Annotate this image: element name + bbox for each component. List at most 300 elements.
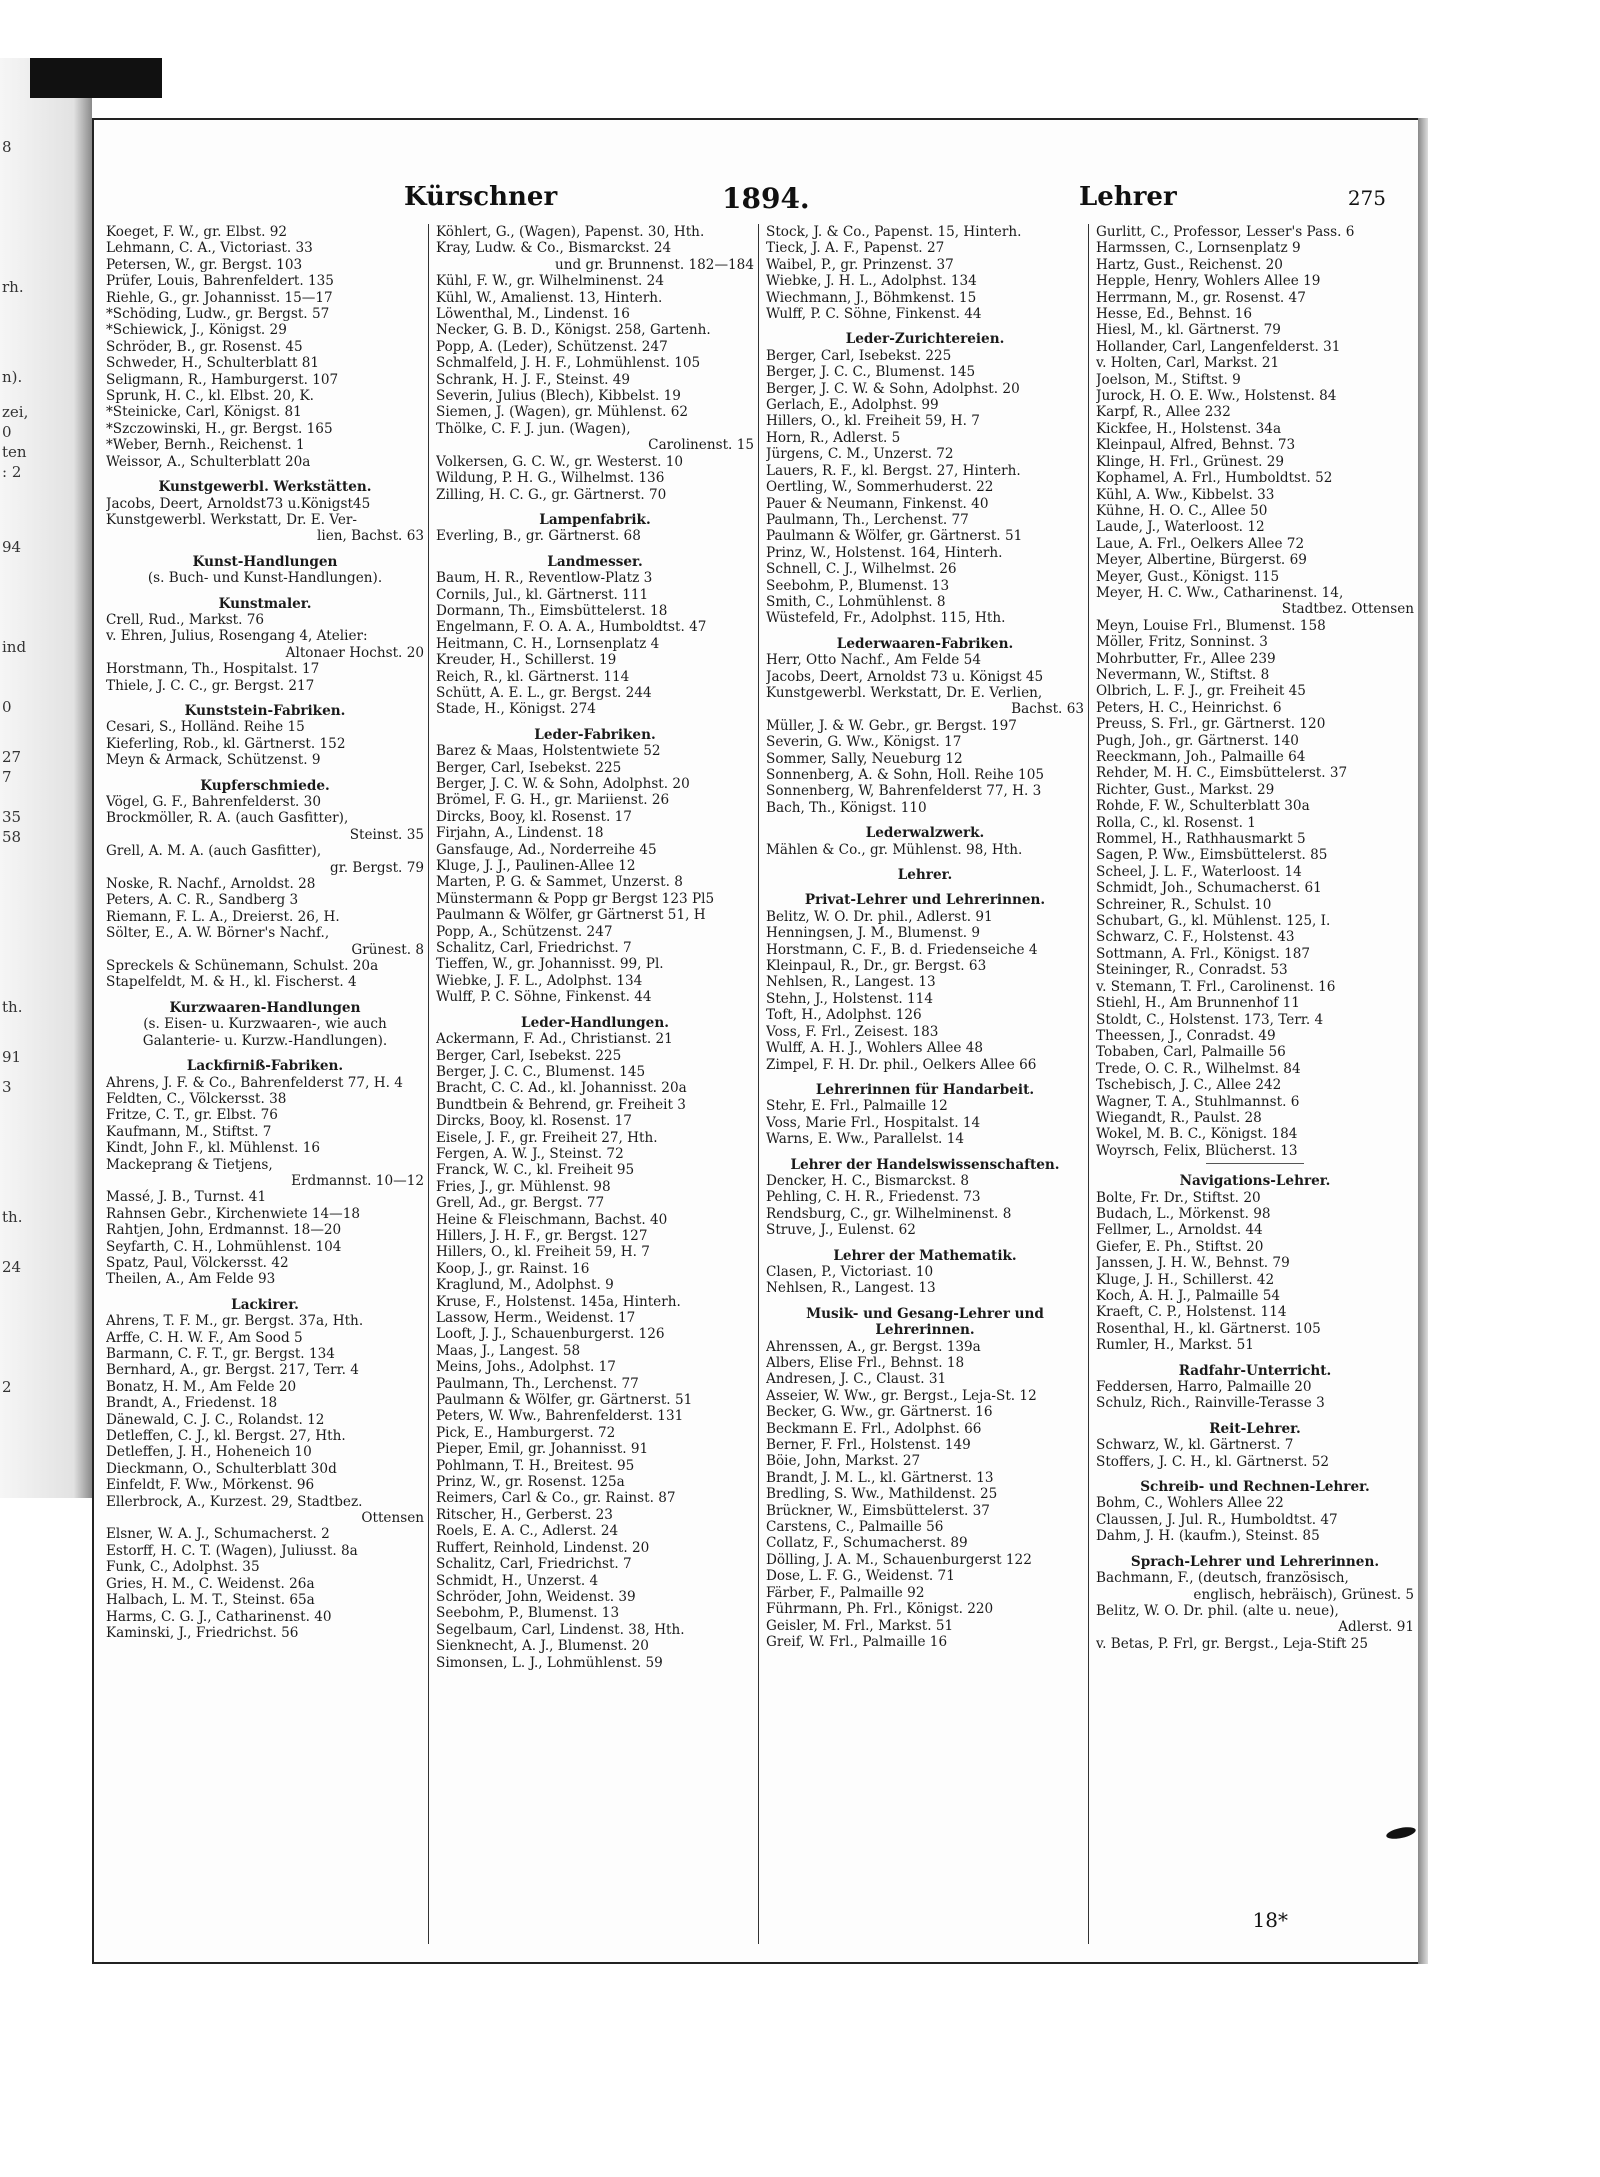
- entry-continuation: Carolinenst. 15: [648, 437, 754, 454]
- directory-entry: Toft, H., Adolphst. 126: [766, 1007, 922, 1024]
- directory-entry: Böie, John, Markst. 27: [766, 1453, 921, 1470]
- directory-entry: Schröder, John, Weidenst. 39: [436, 1588, 636, 1605]
- directory-entry: Detleffen, C. J., kl. Bergst. 27, Hth.: [106, 1428, 346, 1445]
- directory-entry: Wiebke, J. H. L., Adolphst. 134: [766, 273, 977, 290]
- section-heading: Landmesser.: [547, 553, 643, 570]
- directory-entry: Kieferling, Rob., kl. Gärtnerst. 152: [106, 735, 346, 752]
- directory-entry: Thölke, C. F. J. jun. (Wagen),: [436, 420, 631, 437]
- directory-entry: Kühne, H. O. C., Allee 50: [1096, 502, 1268, 519]
- adjacent-page-edge: [0, 58, 92, 1498]
- directory-entry: Reimers, Carl & Co., gr. Rainst. 87: [436, 1490, 676, 1507]
- directory-entry: Dänewald, C. J. C., Rolandst. 12: [106, 1411, 325, 1428]
- directory-entry: Kindt, John F., kl. Mühlenst. 16: [106, 1140, 320, 1157]
- directory-entry: Tobaben, Carl, Palmaille 56: [1096, 1044, 1286, 1061]
- directory-entry: Bundtbein & Behrend, gr. Freiheit 3: [436, 1096, 686, 1113]
- directory-entry: Cornils, Jul., kl. Gärtnerst. 111: [436, 586, 649, 603]
- directory-entry: Ellerbrock, A., Kurzest. 29, Stadtbez.: [106, 1493, 363, 1510]
- section-heading: Lehrer der Mathematik.: [833, 1247, 1017, 1264]
- directory-entry: Rumler, H., Markst. 51: [1096, 1337, 1254, 1354]
- section-heading: Kurzwaaren-Handlungen: [169, 999, 361, 1016]
- directory-entry: Theilen, A., Am Felde 93: [106, 1271, 276, 1288]
- directory-entry: Lehmann, C. A., Victoriast. 33: [106, 240, 313, 257]
- section-heading: Leder-Handlungen.: [521, 1014, 669, 1031]
- directory-entry: *Szczowinski, H., gr. Bergst. 165: [106, 420, 333, 437]
- directory-entry: Stiehl, H., Am Brunnenhof 11: [1096, 995, 1300, 1012]
- margin-fragment: : 2: [2, 463, 22, 481]
- directory-entry: Einfeldt, F. Ww., Mörkenst. 96: [106, 1477, 315, 1494]
- directory-entry: Stoldt, C., Holstenst. 173, Terr. 4: [1096, 1011, 1324, 1028]
- directory-entry: Gerlach, E., Adolphst. 99: [766, 397, 939, 414]
- directory-page: [92, 118, 1420, 1964]
- directory-entry: Eisele, J. F., gr. Freiheit 27, Hth.: [436, 1129, 658, 1146]
- directory-entry: Marten, P. G. & Sammet, Unzerst. 8: [436, 874, 683, 891]
- margin-fragment: 58: [2, 828, 22, 846]
- directory-entry: Hartz, Gust., Reichenst. 20: [1096, 256, 1283, 273]
- directory-entry: v. Stemann, T. Frl., Carolinenst. 16: [1096, 978, 1336, 995]
- directory-entry: Feldten, C., Völckersst. 38: [106, 1090, 287, 1107]
- directory-entry: Fritze, C. T., gr. Elbst. 76: [106, 1107, 278, 1124]
- directory-entry: Wildung, P. H. G., Wilhelmst. 136: [436, 470, 665, 487]
- directory-entry: Schweder, H., Schulterblatt 81: [106, 355, 320, 372]
- entry-continuation: Ottensen: [361, 1510, 424, 1527]
- directory-entry: Grell, A. M. A. (auch Gasfitter),: [106, 843, 322, 860]
- directory-entry: Paulmann, Th., Lerchenst. 77: [766, 511, 969, 528]
- directory-entry: Gansfauge, Ad., Norderreihe 45: [436, 841, 657, 858]
- directory-entry: Schalitz, Carl, Friedrichst. 7: [436, 940, 632, 957]
- margin-fragment: rh.: [2, 278, 24, 296]
- directory-entry: Schreiner, R., Schulst. 10: [1096, 896, 1272, 913]
- directory-entry: Andresen, J. C., Claust. 31: [766, 1371, 947, 1388]
- directory-entry: Oertling, W., Sommerhuderst. 22: [766, 479, 994, 496]
- directory-entry: Hiesl, M., kl. Gärtnerst. 79: [1096, 322, 1281, 339]
- column-divider: [758, 224, 759, 1944]
- directory-entry: Spreckels & Schünemann, Schulst. 20a: [106, 958, 379, 975]
- directory-entry: Bonatz, H. M., Am Felde 20: [106, 1378, 297, 1395]
- section-heading: Privat-Lehrer und Lehrerinnen.: [804, 892, 1046, 909]
- directory-entry: Grell, Ad., gr. Bergst. 77: [436, 1195, 605, 1212]
- directory-entry: Schütt, A. E. L., gr. Bergst. 244: [436, 684, 652, 701]
- entry-continuation: Altonaer Hochst. 20: [285, 644, 424, 661]
- directory-entry: Ritscher, H., Gerberst. 23: [436, 1506, 613, 1523]
- directory-entry: Pick, E., Hamburgerst. 72: [436, 1424, 616, 1441]
- directory-entry: Dölling, J. A. M., Schauenburgerst 122: [766, 1551, 1032, 1568]
- directory-entry: Gries, H. M., C. Weidenst. 26a: [106, 1575, 315, 1592]
- directory-entry: Nehlsen, R., Langest. 13: [766, 974, 936, 991]
- directory-entry: Seligmann, R., Hamburgerst. 107: [106, 371, 339, 388]
- directory-entry: Barmann, C. F. T., gr. Bergst. 134: [106, 1346, 335, 1362]
- directory-entry: Ahrenssen, A., gr. Bergst. 139a: [766, 1338, 981, 1355]
- directory-entry: Meyer, H. C. Ww., Catharinenst. 14,: [1096, 584, 1344, 601]
- directory-entry: Stapelfeldt, M. & H., kl. Fischerst. 4: [106, 974, 357, 991]
- directory-entry: Barez & Maas, Holstentwiete 52: [436, 743, 661, 760]
- entry-continuation: englisch, hebräisch), Grünest. 5: [1193, 1586, 1414, 1603]
- printer-signature-mark: 18*: [1252, 1908, 1288, 1932]
- directory-entry: Noske, R. Nachf., Arnoldst. 28: [106, 876, 316, 893]
- directory-entry: Peters, W. Ww., Bahrenfelderst. 131: [436, 1408, 684, 1425]
- directory-entry: Firjahn, A., Lindenst. 18: [436, 825, 604, 842]
- entry-continuation: gr. Bergst. 79: [330, 859, 424, 876]
- directory-entry: Janssen, J. H. W., Behnst. 79: [1096, 1255, 1290, 1272]
- directory-entry: Kruse, F., Holstenst. 145a, Hinterh.: [436, 1293, 681, 1310]
- directory-entry: Olbrich, L. F. J., gr. Freiheit 45: [1096, 683, 1306, 700]
- directory-entry: Kunstgewerbl. Werkstatt, Dr. E. Verlien,: [766, 684, 1043, 701]
- directory-entry: Möller, Fritz, Sonninst. 3: [1096, 634, 1268, 651]
- directory-entry: Lassow, Herm., Weidenst. 17: [436, 1310, 636, 1326]
- directory-entry: Stehr, E. Frl., Palmaille 12: [766, 1098, 948, 1115]
- section-heading: Lackfirniß-Fabriken.: [186, 1058, 344, 1075]
- directory-entry: Smith, C., Lohmühlenst. 8: [766, 593, 946, 610]
- directory-entry: Herr, Otto Nachf., Am Felde 54: [766, 652, 981, 669]
- directory-entry: Funk, C., Adolphst. 35: [106, 1559, 260, 1576]
- directory-entry: *Weber, Bernh., Reichenst. 1: [106, 437, 305, 454]
- cross-reference-note: (s. Buch- und Kunst-Handlungen).: [147, 570, 383, 587]
- directory-entry: Wokel, M. B. C., Königst. 184: [1096, 1126, 1298, 1143]
- directory-entry: Popp, A. (Leder), Schützenst. 247: [436, 338, 668, 355]
- directory-entry: Hillers, J. H. F., gr. Bergst. 127: [436, 1227, 648, 1244]
- directory-entry: Heine & Fleischmann, Bachst. 40: [436, 1211, 668, 1228]
- directory-entry: Berger, Carl, Isebekst. 225: [766, 347, 952, 364]
- directory-entry: Kickfee, H., Holstenst. 34a: [1096, 420, 1282, 437]
- directory-entry: Schulz, Rich., Rainville-Terasse 3: [1096, 1395, 1325, 1412]
- directory-entry: Horstmann, Th., Hospitalst. 17: [106, 661, 320, 678]
- directory-entry: Rolla, C., kl. Rosenst. 1: [1096, 814, 1256, 831]
- directory-entry: Kraglund, M., Adolphst. 9: [436, 1277, 614, 1294]
- directory-entry: Elsner, W. A. J., Schumacherst. 2: [106, 1526, 330, 1543]
- directory-entry: Ackermann, F. Ad., Christianst. 21: [436, 1031, 673, 1048]
- directory-entry: Kophamel, A. Frl., Humboldtst. 52: [1096, 470, 1333, 487]
- directory-entry: Berger, Carl, Isebekst. 225: [436, 759, 622, 776]
- directory-entry: Giefer, E. Ph., Stiftst. 20: [1096, 1238, 1264, 1255]
- directory-entry: Hollander, Carl, Langenfelderst. 31: [1096, 338, 1341, 355]
- directory-entry: Paulmann & Wölfer, gr Gärtnerst 51, H: [436, 907, 706, 924]
- directory-entry: Harms, C. G. J., Catharinenst. 40: [106, 1608, 332, 1625]
- directory-entry: Severin, G. Ww., Königst. 17: [766, 734, 962, 751]
- directory-entry: Pehling, C. H. R., Friedenst. 73: [766, 1189, 981, 1206]
- directory-entry: Jürgens, C. M., Unzerst. 72: [766, 446, 954, 463]
- directory-entry: Pauer & Neumann, Finkenst. 40: [766, 495, 989, 512]
- directory-entry: Dose, L. F. G., Weidenst. 71: [766, 1568, 955, 1585]
- column-2: [436, 224, 754, 1671]
- directory-entry: Wiegandt, R., Paulst. 28: [1096, 1109, 1262, 1126]
- margin-fragment: 91: [2, 1048, 22, 1066]
- directory-entry: Kleinpaul, R., Dr., gr. Bergst. 63: [766, 958, 987, 975]
- directory-entry: v. Ehren, Julius, Rosengang 4, Atelier:: [106, 628, 368, 645]
- entry-continuation: Adlerst. 91: [1338, 1619, 1414, 1636]
- directory-entry: Sonnenberg, W, Bahrenfelderst 77, H. 3: [766, 783, 1042, 800]
- directory-entry: Clasen, P., Victoriast. 10: [766, 1263, 934, 1280]
- directory-entry: Kreuder, H., Schillerst. 19: [436, 652, 617, 669]
- entry-continuation: und gr. Brunnenst. 182—184: [554, 256, 754, 273]
- directory-entry: Fergen, A. W. J., Steinst. 72: [436, 1145, 624, 1162]
- directory-entry: Schnell, C. J., Wilhelmst. 26: [766, 561, 957, 578]
- directory-entry: Sonnenberg, A. & Sohn, Holl. Reihe 105: [766, 767, 1044, 783]
- directory-entry: Berger, J. C. W. & Sohn, Adolphst. 20: [766, 380, 1020, 397]
- directory-entry: Trede, O. C. R., Wilhelmst. 84: [1096, 1060, 1301, 1077]
- directory-entry: Koch, A. H. J., Palmaille 54: [1096, 1288, 1280, 1304]
- directory-entry: Bredling, S. Ww., Mathildenst. 25: [766, 1486, 998, 1503]
- section-heading: Lehrer.: [897, 867, 953, 884]
- directory-entry: Voss, F. Frl., Zeisest. 183: [766, 1023, 939, 1040]
- directory-entry: Rosenthal, H., kl. Gärtnerst. 105: [1096, 1320, 1321, 1337]
- section-heading: Lehrerinnen für Handarbeit.: [815, 1081, 1035, 1098]
- margin-fragment: 94: [2, 538, 22, 556]
- directory-entry: Waibel, P., gr. Prinzenst. 37: [766, 256, 954, 273]
- section-heading: Lederwaaren-Fabriken.: [836, 635, 1014, 652]
- directory-entry: Carstens, C., Palmaille 56: [766, 1519, 944, 1536]
- directory-entry: Joelson, M., Stiftst. 9: [1096, 371, 1241, 388]
- page-shadow: [1418, 118, 1428, 1964]
- directory-entry: Sommer, Sally, Neueburg 12: [766, 750, 963, 767]
- directory-entry: Spatz, Paul, Völckersst. 42: [106, 1254, 289, 1271]
- directory-entry: Necker, G. B. D., Königst. 258, Gartenh.: [436, 322, 711, 339]
- directory-entry: Führmann, Ph. Frl., Königst. 220: [766, 1601, 994, 1618]
- directory-entry: Laue, A. Frl., Oelkers Allee 72: [1096, 535, 1305, 552]
- directory-entry: Prinz, W., gr. Rosenst. 125a: [436, 1474, 625, 1491]
- margin-fragment: 24: [2, 1258, 22, 1276]
- directory-entry: Ahrens, T. F. M., gr. Bergst. 37a, Hth.: [106, 1313, 364, 1330]
- directory-entry: Kühl, F. W., gr. Wilhelminenst. 24: [436, 273, 664, 290]
- directory-entry: Paulmann, Th., Lerchenst. 77: [436, 1375, 639, 1392]
- directory-entry: Wagner, T. A., Stuhlmannst. 6: [1096, 1093, 1300, 1110]
- directory-entry: v. Holten, Carl, Markst. 21: [1096, 355, 1280, 372]
- directory-entry: Fries, J., gr. Mühlenst. 98: [436, 1178, 611, 1195]
- entry-continuation: lien, Bachst. 63: [317, 528, 424, 545]
- directory-entry: Nehlsen, R., Langest. 13: [766, 1280, 936, 1297]
- directory-entry: Fellmer, L., Arnoldst. 44: [1096, 1222, 1263, 1239]
- directory-entry: Ahrens, J. F. & Co., Bahrenfelderst 77, H. 4: [106, 1074, 403, 1091]
- directory-entry: Färber, F., Palmaille 92: [766, 1584, 925, 1601]
- directory-entry: Belitz, W. O. Dr. phil. (alte u. neue),: [1096, 1602, 1339, 1619]
- directory-entry: Kühl, A. Ww., Kibbelst. 33: [1096, 486, 1275, 503]
- directory-entry: Volkersen, G. C. W., gr. Westerst. 10: [436, 453, 684, 470]
- directory-entry: Kraeft, C. P., Holstenst. 114: [1096, 1304, 1287, 1321]
- directory-entry: Weissor, A., Schulterblatt 20a: [106, 453, 311, 470]
- section-heading: Kunst-Handlungen: [192, 553, 338, 570]
- directory-entry: Schröder, B., gr. Rosenst. 45: [106, 338, 303, 355]
- directory-entry: Brömel, F. G. H., gr. Mariienst. 26: [436, 792, 670, 809]
- directory-entry: Cesari, S., Holländ. Reihe 15: [106, 719, 305, 736]
- directory-entry: Tschebisch, J. C., Allee 242: [1096, 1077, 1282, 1094]
- directory-entry: Berger, J. C. W. & Sohn, Adolphst. 20: [436, 776, 690, 792]
- directory-entry: Koeget, F. W., gr. Elbst. 92: [106, 224, 288, 240]
- directory-entry: Wulff, P. C. Söhne, Finkenst. 44: [436, 989, 652, 1006]
- directory-entry: Pieper, Emil, gr. Johannisst. 91: [436, 1441, 649, 1458]
- directory-entry: Bohm, C., Wohlers Allee 22: [1096, 1495, 1284, 1512]
- section-heading: Leder-Fabriken.: [534, 726, 656, 743]
- directory-entry: Rahtjen, John, Erdmannst. 18—20: [106, 1222, 342, 1239]
- section-heading: Schreib- und Rechnen-Lehrer.: [1140, 1479, 1370, 1496]
- directory-entry: Budach, L., Mörkenst. 98: [1096, 1205, 1271, 1222]
- section-rule: [1206, 1163, 1304, 1164]
- directory-entry: Estorff, H. C. T. (Wagen), Juliusst. 8a: [106, 1542, 358, 1559]
- directory-entry: Gurlitt, C., Professor, Lesser's Pass. 6: [1096, 224, 1355, 240]
- directory-entry: Prinz, W., Holstenst. 164, Hinterh.: [766, 544, 1003, 561]
- directory-entry: Laude, J., Waterloost. 12: [1096, 519, 1265, 536]
- margin-fragment: th.: [2, 1208, 23, 1226]
- column-divider: [428, 224, 429, 1944]
- directory-entry: Koop, J., gr. Rainst. 16: [436, 1260, 590, 1277]
- directory-entry: Dormann, Th., Eimsbüttelerst. 18: [436, 602, 668, 619]
- directory-entry: Hesse, Ed., Behnst. 16: [1096, 306, 1253, 323]
- directory-entry: Stade, H., Königst. 274: [436, 701, 596, 718]
- cross-reference-note: Galanterie- u. Kurzw.-Handlungen).: [142, 1032, 388, 1049]
- directory-entry: Looft, J. J., Schauenburgerst. 126: [436, 1326, 665, 1343]
- margin-fragment: zei,: [2, 403, 29, 421]
- directory-entry: Preuss, S. Frl., gr. Gärtnerst. 120: [1096, 716, 1326, 733]
- directory-entry: Kluge, J. J., Paulinen-Allee 12: [436, 858, 636, 875]
- column-divider: [1088, 224, 1089, 1944]
- margin-fragment: 7: [2, 768, 12, 786]
- directory-entry: Rahnsen Gebr., Kirchenwiete 14—18: [106, 1205, 361, 1222]
- directory-entry: Collatz, F., Schumacherst. 89: [766, 1535, 968, 1552]
- directory-entry: Pugh, Joh., gr. Gärtnerst. 140: [1096, 732, 1299, 749]
- directory-entry: Crell, Rud., Markst. 76: [106, 611, 265, 628]
- directory-entry: Baum, H. R., Reventlow-Platz 3: [436, 570, 653, 587]
- directory-entry: Rehder, M. H. C., Eimsbüttelerst. 37: [1096, 765, 1348, 782]
- directory-entry: Nevermann, W., Stiftst. 8: [1096, 666, 1270, 683]
- directory-entry: Jacobs, Deert, Arnoldst 73 u. Königst 45: [766, 668, 1044, 685]
- section-heading: Sprach-Lehrer und Lehrerinnen.: [1130, 1553, 1380, 1570]
- directory-entry: Stock, J. & Co., Papenst. 15, Hinterh.: [766, 224, 1022, 240]
- directory-entry: Scheel, J. L. F., Waterloost. 14: [1096, 863, 1302, 880]
- directory-entry: Peters, H. C., Heinrichst. 6: [1096, 699, 1282, 716]
- directory-entry: Dencker, H. C., Bismarckst. 8: [766, 1172, 970, 1189]
- directory-entry: Richter, Gust., Markst. 29: [1096, 781, 1275, 798]
- directory-entry: Bachmann, F., (deutsch, französisch,: [1096, 1570, 1349, 1587]
- directory-entry: Riemann, F. L. A., Dreierst. 26, H.: [106, 908, 340, 925]
- directory-entry: Wiechmann, J., Böhmkenst. 15: [766, 289, 977, 306]
- directory-entry: Stoffers, J. C. H., kl. Gärtnerst. 52: [1096, 1453, 1330, 1470]
- directory-entry: Popp, A., Schützenst. 247: [436, 923, 613, 940]
- directory-entry: Müller, J. & W. Gebr., gr. Bergst. 197: [766, 717, 1017, 734]
- section-heading: Lederwalzwerk.: [865, 825, 985, 842]
- section-heading: Musik- und Gesang-Lehrer und: [806, 1305, 1044, 1322]
- section-heading: Kunstgewerbl. Werkstätten.: [158, 479, 372, 496]
- directory-entry: Belitz, W. O. Dr. phil., Adlerst. 91: [766, 908, 993, 925]
- directory-entry: Steininger, R., Conradst. 53: [1096, 962, 1288, 979]
- directory-entry: Severin, Julius (Blech), Kibbelst. 19: [436, 388, 681, 405]
- directory-entry: Rendsburg, C., gr. Wilhelminenst. 8: [766, 1205, 1012, 1222]
- directory-entry: Warns, E. Ww., Parallelst. 14: [766, 1131, 964, 1148]
- directory-entry: Berger, Carl, Isebekst. 225: [436, 1047, 622, 1064]
- directory-entry: Schmalfeld, J. H. F., Lohmühlenst. 105: [436, 355, 701, 372]
- directory-entry: Heitmann, C. H., Lornsenplatz 4: [436, 635, 660, 652]
- directory-entry: Pohlmann, T. H., Breitest. 95: [436, 1457, 635, 1474]
- section-heading: Kupferschmiede.: [200, 777, 330, 794]
- directory-entry: Klinge, H. Frl., Grünest. 29: [1096, 453, 1285, 470]
- directory-entry: Karpf, R., Allee 232: [1096, 404, 1231, 421]
- margin-fragment: 2: [2, 1378, 12, 1396]
- directory-entry: Rohde, F. W., Schulterblatt 30a: [1096, 798, 1310, 815]
- directory-entry: Kühl, W., Amalienst. 13, Hinterh.: [436, 289, 663, 306]
- directory-entry: Albers, Elise Frl., Behnst. 18: [766, 1355, 965, 1371]
- directory-entry: Harmssen, C., Lornsenplatz 9: [1096, 240, 1301, 257]
- directory-entry: Mohrbutter, Fr., Allee 239: [1096, 650, 1276, 667]
- directory-entry: Sienknecht, A. J., Blumenst. 20: [436, 1638, 649, 1655]
- directory-entry: Franck, W. C., kl. Freiheit 95: [436, 1162, 635, 1179]
- page-header: [94, 182, 1418, 222]
- directory-entry: Seyfarth, C. H., Lohmühlenst. 104: [106, 1238, 342, 1255]
- header-left-title: Kürschner: [404, 182, 558, 212]
- directory-entry: Zilling, H. C. G., gr. Gärtnerst. 70: [436, 486, 667, 503]
- directory-entry: *Steinicke, Carl, Königst. 81: [106, 404, 302, 421]
- directory-entry: Münstermann & Popp gr Bergst 123 Pl5: [436, 890, 715, 907]
- directory-entry: Kleinpaul, Alfred, Behnst. 73: [1096, 437, 1296, 454]
- directory-entry: Zimpel, F. H. Dr. phil., Oelkers Allee 66: [766, 1056, 1037, 1073]
- directory-entry: Hillers, O., kl. Freiheit 59, H. 7: [436, 1244, 650, 1261]
- margin-fragment: ind: [2, 638, 27, 656]
- directory-entry: Wulff, A. H. J., Wohlers Allee 48: [766, 1040, 984, 1057]
- scan-border-mark: [30, 58, 162, 98]
- page-number: 275: [1347, 186, 1386, 210]
- margin-fragment: 35: [2, 808, 22, 826]
- directory-entry: Sölter, E., A. W. Börner's Nachf.,: [106, 925, 330, 942]
- directory-entry: Paulmann & Wölfer, gr. Gärtnerst. 51: [436, 1392, 693, 1409]
- margin-fragment: 0: [2, 698, 12, 716]
- directory-entry: Reeckmann, Joh., Palmaille 64: [1096, 749, 1306, 765]
- section-heading: Navigations-Lehrer.: [1179, 1173, 1331, 1190]
- header-year: 1894.: [722, 182, 810, 215]
- directory-entry: Kluge, J. H., Schillerst. 42: [1096, 1271, 1275, 1288]
- directory-entry: Claussen, J. Jul. R., Humboldtst. 47: [1096, 1511, 1338, 1528]
- directory-entry: Feddersen, Harro, Palmaille 20: [1096, 1379, 1312, 1396]
- margin-fragment: 3: [2, 1078, 12, 1096]
- directory-entry: Rommel, H., Rathhausmarkt 5: [1096, 831, 1306, 848]
- section-heading: Lampenfabrik.: [539, 511, 651, 528]
- directory-entry: Siemen, J. (Wagen), gr. Mühlenst. 62: [436, 404, 689, 421]
- column-1: [106, 224, 424, 1641]
- directory-entry: Brückner, W., Eimsbüttelerst. 37: [766, 1502, 990, 1519]
- directory-entry: Brandt, A., Friedenst. 18: [106, 1395, 278, 1412]
- section-heading: Leder-Zurichtereien.: [845, 331, 1005, 348]
- directory-entry: Geisler, M. Frl., Markst. 51: [766, 1617, 954, 1634]
- directory-entry: Wüstefeld, Fr., Adolphst. 115, Hth.: [766, 610, 1006, 627]
- directory-entry: Schrank, H. J. F., Steinst. 49: [436, 371, 631, 388]
- directory-entry: Brockmöller, R. A. (auch Gasfitter),: [106, 810, 349, 827]
- directory-entry: Petersen, W., gr. Bergst. 103: [106, 256, 303, 273]
- directory-entry: Peters, A. C. R., Sandberg 3: [106, 892, 299, 909]
- entry-continuation: Grünest. 8: [351, 941, 424, 958]
- directory-entry: Bracht, C. C. Ad., kl. Johannisst. 20a: [436, 1080, 687, 1097]
- directory-entry: Detleffen, J. H., Hoheneich 10: [106, 1444, 312, 1461]
- directory-entry: Reich, R., kl. Gärtnerst. 114: [436, 668, 630, 685]
- directory-entry: Halbach, L. M. T., Steinst. 65a: [106, 1592, 315, 1609]
- margin-fragment: 27: [2, 748, 22, 766]
- directory-entry: v. Betas, P. Frl, gr. Bergst., Leja-Stift 25: [1096, 1635, 1369, 1652]
- column-3: [766, 224, 1084, 1650]
- directory-entry: Meyer, Albertine, Bürgerst. 69: [1096, 552, 1307, 569]
- entry-continuation: Erdmannst. 10—12: [291, 1172, 424, 1189]
- directory-entry: Meyn, Louise Frl., Blumenst. 158: [1096, 617, 1326, 634]
- directory-entry: Berner, F. Frl., Holstenst. 149: [766, 1437, 971, 1454]
- entry-continuation: Bachst. 63: [1011, 701, 1084, 718]
- margin-fragment: 8: [2, 138, 12, 156]
- directory-entry: Herrmann, M., gr. Rosenst. 47: [1096, 289, 1306, 306]
- directory-entry: Sottmann, A. Frl., Königst. 187: [1096, 945, 1311, 962]
- directory-entry: *Schöding, Ludw., gr. Bergst. 57: [106, 306, 330, 323]
- directory-entry: Engelmann, F. O. A. A., Humboldtst. 47: [436, 619, 707, 636]
- directory-entry: Schmidt, H., Unzerst. 4: [436, 1572, 599, 1589]
- directory-entry: Stehn, J., Holstenst. 114: [766, 990, 933, 1007]
- directory-entry: Arffe, C. H. W. F., Am Sood 5: [106, 1329, 303, 1346]
- directory-entry: Henningsen, J. M., Blumenst. 9: [766, 925, 981, 942]
- directory-entry: Massé, J. B., Turnst. 41: [106, 1189, 267, 1206]
- directory-entry: Beckmann E. Frl., Adolphst. 66: [766, 1420, 982, 1437]
- directory-entry: Seebohm, P., Blumenst. 13: [436, 1605, 620, 1622]
- directory-entry: Köhlert, G., (Wagen), Papenst. 30, Hth.: [436, 224, 705, 240]
- directory-entry: Woyrsch, Felix, Blücherst. 13: [1096, 1142, 1298, 1159]
- directory-entry: Schubart, G., kl. Mühlenst. 125, I.: [1096, 913, 1331, 930]
